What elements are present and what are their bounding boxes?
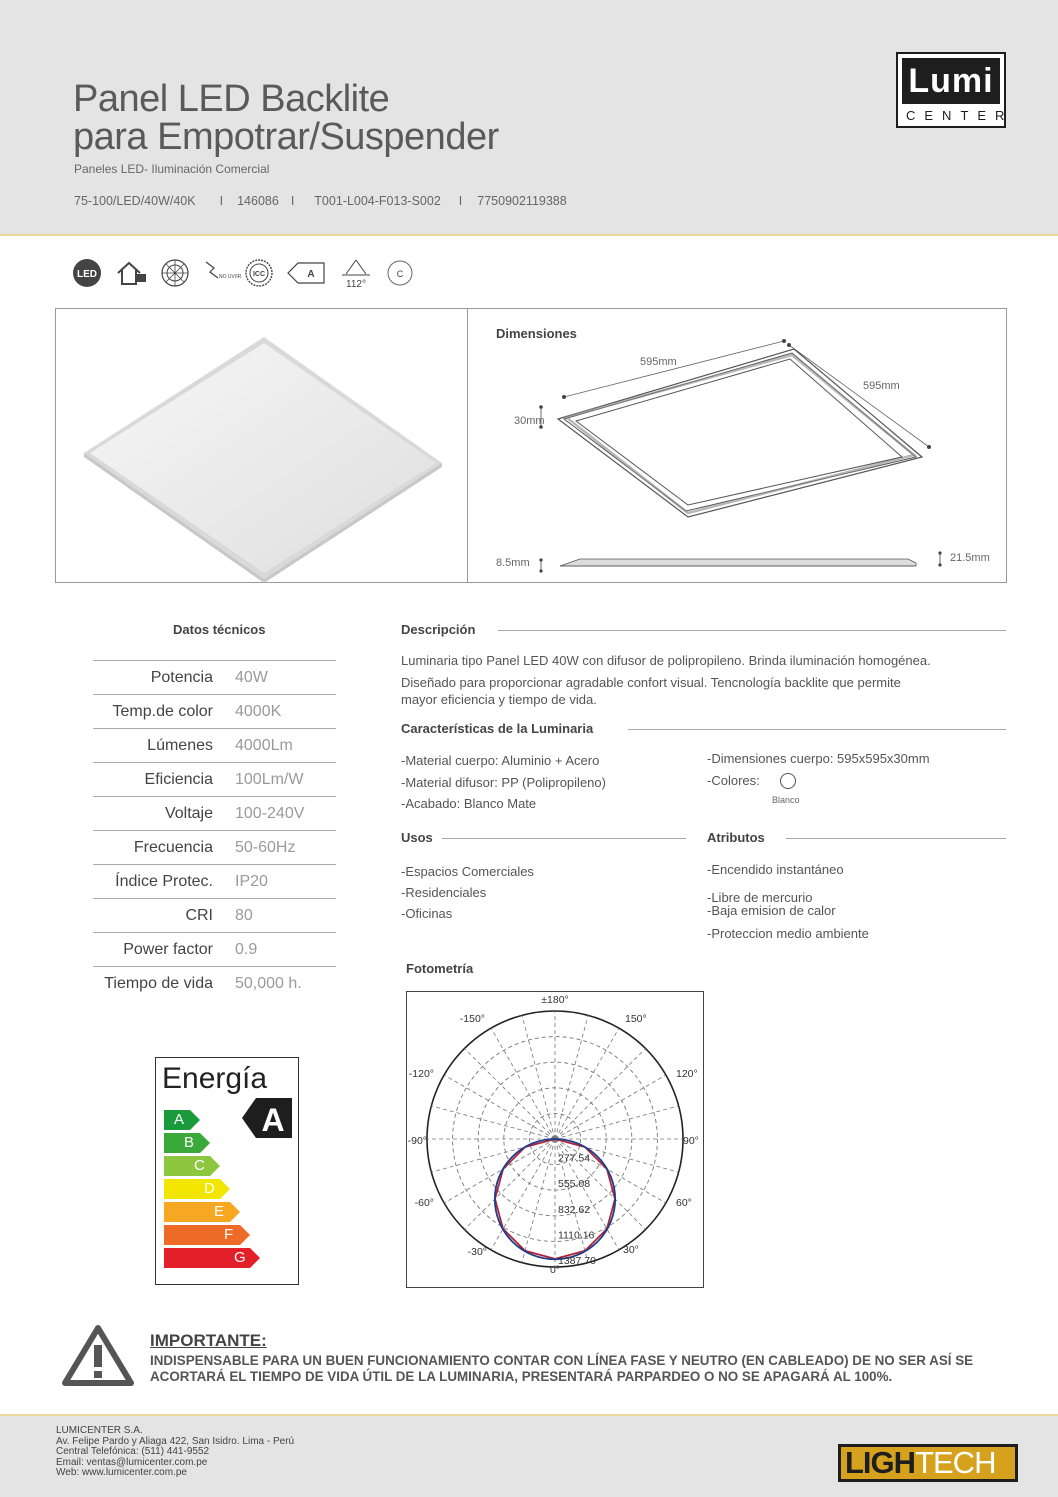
spec-row <box>93 966 336 1000</box>
usos-title: Usos <box>401 830 433 845</box>
spec-value: 4000Lm <box>235 736 293 754</box>
dim-edge-thick-label: 21.5mm <box>950 552 990 564</box>
characteristic-item: -Acabado: Blanco Mate <box>401 796 537 811</box>
dim-width-label: 595mm <box>640 356 677 368</box>
product-category: Paneles LED- Iluminación Comercial <box>74 162 270 176</box>
energy-class-bar-a <box>164 1110 202 1130</box>
angle-label: -90° <box>407 1135 427 1147</box>
spec-label: Tiempo de vida <box>104 974 213 992</box>
dim-height-label: 30mm <box>514 415 545 427</box>
code-separator: I <box>219 194 224 208</box>
media-divider <box>467 309 468 582</box>
polar-spoke <box>491 1139 555 1250</box>
characteristic-dimensions: -Dimensiones cuerpo: 595x595x30mm <box>707 751 930 766</box>
code-separator: I <box>290 194 295 208</box>
photometry-chart <box>406 991 704 1288</box>
company-contact <box>56 1426 294 1479</box>
code-barcode: 7750902119388 <box>477 194 567 208</box>
led-icon-text: LED <box>77 269 97 280</box>
company-web: Web: www.lumicenter.com.pe <box>56 1467 187 1478</box>
spec-value: 40W <box>235 668 268 686</box>
angle-label: -60° <box>414 1197 434 1209</box>
brand-part-b: TECH <box>915 1445 996 1480</box>
energy-rating-letter: A <box>261 1102 285 1138</box>
company-email: Email: ventas@lumicenter.com.pe <box>56 1456 208 1468</box>
energy-class-bar-d <box>164 1179 232 1199</box>
ring-value-label: 832.62 <box>558 1203 591 1216</box>
usos-item: -Oficinas <box>401 906 453 921</box>
description-line-3: mayor eficiencia y tiempo de vida. <box>401 692 597 707</box>
code-sku: 146086 <box>237 194 279 208</box>
energy-class-bar-g <box>164 1248 262 1268</box>
characteristics-title: Características de la Luminaria <box>401 721 594 736</box>
warning-icon <box>62 1325 134 1392</box>
angle-label: 90° <box>683 1135 699 1147</box>
feature-icons <box>72 256 414 290</box>
polar-spoke <box>522 1015 555 1139</box>
energy-class-letter: F <box>224 1226 234 1243</box>
photometry-curve-c90 <box>495 1139 615 1259</box>
angle-label: -30° <box>467 1246 487 1258</box>
polar-spoke <box>522 1139 555 1263</box>
energy-label <box>155 1057 299 1285</box>
spec-label: Eficiencia <box>144 770 213 788</box>
energy-rating-badge <box>242 1098 292 1143</box>
polar-spoke <box>444 1139 555 1203</box>
spec-row <box>93 762 336 796</box>
dim-depth-label: 595mm <box>863 380 900 392</box>
spec-value: 100Lm/W <box>235 770 304 788</box>
energy-class-letter: G <box>234 1249 246 1266</box>
code-reference: T001-L004-F013-S002 <box>314 194 441 208</box>
ring-value-label: 277.54 <box>558 1152 591 1165</box>
code-separator: I <box>458 194 463 208</box>
spec-value: 4000K <box>235 702 282 720</box>
spec-label: CRI <box>185 906 213 924</box>
energy-class-icon <box>286 257 326 289</box>
usos-item: -Espacios Comerciales <box>401 864 534 879</box>
atributos-item: -Baja emision de calor <box>707 903 836 918</box>
energy-class-letter: D <box>204 1180 215 1197</box>
usos-item: -Residenciales <box>401 885 487 900</box>
header-band <box>0 0 1058 236</box>
polar-spoke <box>555 1015 588 1139</box>
polar-spoke <box>491 1028 555 1139</box>
atributos-item: -Proteccion medio ambiente <box>707 926 869 941</box>
energy-class-letter: A <box>307 269 315 280</box>
beam-angle-text: 112° <box>346 279 366 290</box>
energy-class-bar-e <box>164 1202 242 1222</box>
spec-label: Lúmenes <box>147 736 213 754</box>
company-address: Av. Felipe Pardo y Aliaga 422, San Isidro. Lima - Perú <box>56 1435 295 1447</box>
energy-title: Energía <box>162 1062 268 1095</box>
spec-row <box>93 660 336 694</box>
spec-label: Frecuencia <box>133 838 213 856</box>
characteristic-item: -Material cuerpo: Aluminio + Acero <box>401 753 600 768</box>
color-swatch-label: Blanco <box>772 795 800 805</box>
polar-spoke <box>555 1106 679 1139</box>
icc-certification-icon <box>244 257 274 289</box>
tech-data-table <box>93 660 336 1000</box>
energy-class-bar-b <box>164 1133 212 1153</box>
atributos-item: -Encendido instantáneo <box>707 862 844 877</box>
spec-value: 100-240V <box>235 804 305 822</box>
spec-label: Índice Protec. <box>115 872 213 890</box>
description-text <box>401 652 931 708</box>
angle-label: -120° <box>408 1068 434 1080</box>
polar-spoke <box>464 1048 555 1139</box>
energy-class-bar-f <box>164 1225 252 1245</box>
description-rule <box>498 630 1006 631</box>
characteristics-rule <box>628 729 1006 730</box>
spec-row <box>93 864 336 898</box>
product-title <box>73 80 499 156</box>
polar-diagram <box>407 992 703 1287</box>
energy-class-bar-c <box>164 1156 222 1176</box>
important-title: IMPORTANTE: <box>150 1331 267 1350</box>
important-line-1: INDISPENSABLE PARA UN BUEN FUNCIONAMIENTO CONTAR CON LÍNEA FASE Y NEUTRO (EN CABLEADO) DE NO SER ASÍ SE <box>150 1353 974 1368</box>
led-icon <box>72 257 102 289</box>
polar-spoke <box>555 1139 666 1203</box>
polar-spoke <box>431 1106 555 1139</box>
photometry-title: Fotometría <box>406 961 474 976</box>
spec-row <box>93 830 336 864</box>
energy-class-letter: A <box>174 1111 185 1128</box>
brand-part-a: LIGH <box>845 1445 916 1480</box>
indoor-house-icon <box>114 257 148 289</box>
spec-value: IP20 <box>235 872 268 890</box>
icc-text: ICC <box>252 271 266 278</box>
usos-rule <box>442 838 686 839</box>
characteristics-list <box>401 750 606 815</box>
no-uv-text: NO UV/IR <box>219 274 242 280</box>
angle-label: -150° <box>459 1013 485 1025</box>
color-temperature-icon <box>386 257 414 289</box>
characteristic-colors-label: -Colores: <box>707 773 760 788</box>
lightech-logo <box>838 1444 1018 1482</box>
spec-row <box>93 728 336 762</box>
product-media-box <box>55 308 1007 583</box>
company-name: LUMICENTER S.A. <box>56 1425 143 1436</box>
polar-spoke <box>464 1139 555 1230</box>
spec-label: Temp.de color <box>112 702 213 720</box>
ring-value-label: 555.08 <box>558 1178 591 1191</box>
energy-class-letter: E <box>214 1203 225 1220</box>
description-title: Descripción <box>401 622 476 637</box>
atributos-rule <box>786 838 1006 839</box>
ring-value-label: 1110.16 <box>558 1229 595 1242</box>
dim-edge-thin-label: 8.5mm <box>496 557 530 569</box>
important-text <box>150 1353 973 1385</box>
important-notice <box>60 1325 1010 1391</box>
angle-label: 60° <box>676 1197 692 1209</box>
angle-label: 150° <box>625 1013 647 1025</box>
code-model: 75-100/LED/40W/40K <box>74 194 196 208</box>
atributos-item: -Libre de mercurio <box>707 890 813 905</box>
product-photo <box>74 327 454 583</box>
spec-value: 80 <box>235 906 253 924</box>
lumicenter-logo <box>896 52 1014 128</box>
beam-angle-icon <box>338 257 374 289</box>
spec-value: 50,000 h. <box>235 974 302 992</box>
angle-label: 0° <box>549 1264 561 1276</box>
dimensions-title: Dimensiones <box>496 326 577 341</box>
angle-label: ±180° <box>541 994 569 1006</box>
dimensions-drawing <box>536 329 1006 579</box>
spec-label: Potencia <box>150 668 213 686</box>
energy-class-letter: C <box>194 1157 205 1174</box>
logo-lumi: Lumi <box>902 58 1000 104</box>
product-codes <box>74 194 567 208</box>
spec-row <box>93 932 336 966</box>
angle-label: 30° <box>623 1244 639 1256</box>
spec-row <box>93 694 336 728</box>
spec-label: Voltaje <box>164 804 213 822</box>
title-line-2: para Empotrar/Suspender <box>73 116 499 158</box>
description-line-1: Luminaria tipo Panel LED 40W con difusor de polipropileno. Brinda iluminación homogénea. <box>401 653 931 668</box>
logo-center: CENTER <box>906 108 1014 123</box>
spec-row <box>93 898 336 932</box>
spec-row <box>93 796 336 830</box>
footer <box>0 1414 1058 1497</box>
polar-spoke <box>555 1048 646 1139</box>
angle-label: 120° <box>676 1068 698 1080</box>
ring-value-label: 1387.70 <box>558 1255 596 1267</box>
energy-class-letter: B <box>184 1134 195 1151</box>
characteristic-item: -Material difusor: PP (Polipropileno) <box>401 774 606 790</box>
polar-spoke <box>444 1075 555 1139</box>
title-line-1: Panel LED Backlite <box>73 78 390 120</box>
polar-spoke <box>555 1075 666 1139</box>
spec-label: Power factor <box>123 940 213 958</box>
color-swatch-white <box>780 773 796 789</box>
atributos-title: Atributos <box>707 830 765 845</box>
diffuser-icon <box>160 257 190 289</box>
no-uv-ir-icon <box>202 257 242 289</box>
tech-data-title: Datos técnicos <box>173 622 266 637</box>
spec-value: 50-60Hz <box>235 838 296 856</box>
important-line-2: ACORTARÁ EL TIEMPO DE VIDA ÚTIL DE LA LUMINARIA, PRESENTARÁ PARPARDEO O NO SE APAGARÁ AL 100%. <box>150 1369 893 1384</box>
color-temp-text: C <box>396 269 404 279</box>
usos-list <box>401 861 534 924</box>
description-line-2: Diseñado para proporcionar agradable confort visual. Tencnología backlite que permite <box>401 675 901 690</box>
spec-value: 0.9 <box>235 940 258 958</box>
company-phone: Central Telefónica: (511) 441-9552 <box>56 1446 210 1457</box>
polar-spoke <box>555 1028 619 1139</box>
